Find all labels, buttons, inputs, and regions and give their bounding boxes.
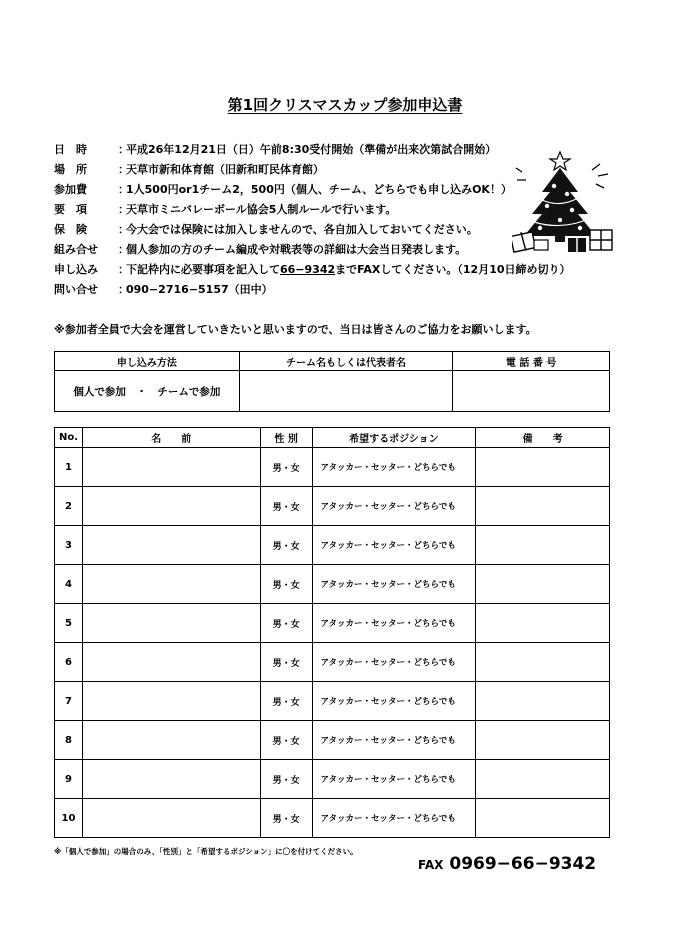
- team-name-field[interactable]: [239, 371, 453, 412]
- info-label: 要 項: [54, 203, 87, 216]
- gender-choice[interactable]: 男・女: [260, 682, 312, 721]
- info-row-place: 場 所 ： 天草市新和体育館（旧新和町民体育館）: [54, 160, 571, 180]
- info-row-contact: 問い合せ ： 090−2716−5157（田中）: [54, 280, 571, 300]
- row-number: 1: [55, 448, 83, 487]
- event-info: [54, 140, 571, 300]
- participant-notice: ※参加者全員で大会を運営していきたいと思いますので、当日は皆さんのご協力をお願いします。: [54, 323, 537, 336]
- gender-choice[interactable]: 男・女: [260, 643, 312, 682]
- header-gender: 性 別: [260, 428, 312, 448]
- info-row-rules: 要 項 ： 天草市ミニバレーボール協会5人制ルールで行います。: [54, 200, 571, 220]
- info-value: 090−2716−5157（田中）: [126, 283, 273, 296]
- header-remarks: 備 考: [476, 428, 610, 448]
- header-phone: 電 話 番 号: [453, 352, 610, 371]
- name-field[interactable]: [82, 721, 260, 760]
- position-choice[interactable]: アタッカー・セッター・どちらでも: [312, 721, 476, 760]
- info-label: 日 時: [54, 143, 87, 156]
- remarks-field[interactable]: [476, 799, 610, 838]
- name-field[interactable]: [82, 799, 260, 838]
- table-row: [55, 799, 610, 838]
- remarks-field[interactable]: [476, 643, 610, 682]
- fax-number-inline: 66−9342: [280, 263, 336, 276]
- info-row-insurance: 保 険 ： 今大会では保険には加入しませんので、各自加入しておいてください。: [54, 220, 571, 240]
- info-value: 平成26年12月21日（日）午前8:30受付開始（準備が出来次第試合開始）: [126, 143, 497, 156]
- position-choice[interactable]: アタッカー・セッター・どちらでも: [312, 487, 476, 526]
- info-value: 下記枠内に必要事項を記入して66−9342までFAXしてください。（12月10日締め切り）: [126, 263, 571, 276]
- info-row-date: 日 時 ： 平成26年12月21日（日）午前8:30受付開始（準備が出来次第試合開始）: [54, 140, 571, 160]
- table-row: [55, 604, 610, 643]
- phone-field[interactable]: [453, 371, 610, 412]
- members-table: [54, 427, 610, 838]
- table-row: [55, 721, 610, 760]
- position-choice[interactable]: アタッカー・セッター・どちらでも: [312, 526, 476, 565]
- remarks-field[interactable]: [476, 448, 610, 487]
- row-number: 4: [55, 565, 83, 604]
- fax-number: [418, 854, 596, 874]
- gender-choice[interactable]: 男・女: [260, 604, 312, 643]
- remarks-field[interactable]: [476, 487, 610, 526]
- remarks-field[interactable]: [476, 526, 610, 565]
- name-field[interactable]: [82, 526, 260, 565]
- name-field[interactable]: [82, 682, 260, 721]
- row-number: 2: [55, 487, 83, 526]
- row-number: 7: [55, 682, 83, 721]
- info-label: 組み合せ: [54, 243, 98, 256]
- row-number: 3: [55, 526, 83, 565]
- fax-label: FAX: [418, 858, 444, 872]
- row-number: 10: [55, 799, 83, 838]
- header-apply-method: 申し込み方法: [55, 352, 240, 371]
- position-choice[interactable]: アタッカー・セッター・どちらでも: [312, 760, 476, 799]
- info-value: 天草市ミニバレーボール協会5人制ルールで行います。: [126, 203, 397, 216]
- table-row: [55, 526, 610, 565]
- header-name: 名 前: [82, 428, 260, 448]
- row-number: 8: [55, 721, 83, 760]
- page-title: 第1回クリスマスカップ参加申込書: [227, 96, 463, 114]
- position-choice[interactable]: アタッカー・セッター・どちらでも: [312, 643, 476, 682]
- info-label: 申し込み: [54, 263, 98, 276]
- info-label: 場 所: [54, 163, 87, 176]
- table-row: [55, 760, 610, 799]
- header-position: 希望するポジション: [312, 428, 476, 448]
- info-row-pairing: 組み合せ ： 個人参加の方のチーム編成や対戦表等の詳細は大会当日発表します。: [54, 240, 571, 260]
- name-field[interactable]: [82, 604, 260, 643]
- header-no: No.: [55, 428, 83, 448]
- remarks-field[interactable]: [476, 721, 610, 760]
- info-label: 保 険: [54, 223, 87, 236]
- row-number: 6: [55, 643, 83, 682]
- position-choice[interactable]: アタッカー・セッター・どちらでも: [312, 682, 476, 721]
- info-value: 1人500円or1チーム2，500円（個人、チーム、どちらでも申し込みOK！）: [126, 183, 512, 196]
- position-choice[interactable]: アタッカー・セッター・どちらでも: [312, 799, 476, 838]
- table-row: [55, 682, 610, 721]
- position-choice[interactable]: アタッカー・セッター・どちらでも: [312, 448, 476, 487]
- row-number: 9: [55, 760, 83, 799]
- gender-choice[interactable]: 男・女: [260, 565, 312, 604]
- gender-choice[interactable]: 男・女: [260, 448, 312, 487]
- header-team-name: チーム名もしくは代表者名: [239, 352, 453, 371]
- position-choice[interactable]: アタッカー・セッター・どちらでも: [312, 604, 476, 643]
- table-row: [55, 565, 610, 604]
- gender-choice[interactable]: 男・女: [260, 760, 312, 799]
- gender-choice[interactable]: 男・女: [260, 487, 312, 526]
- info-value: 個人参加の方のチーム編成や対戦表等の詳細は大会当日発表します。: [126, 243, 467, 256]
- row-number: 5: [55, 604, 83, 643]
- info-label: 参加費: [54, 183, 87, 196]
- name-field[interactable]: [82, 760, 260, 799]
- info-value: 天草市新和体育館（旧新和町民体育館）: [126, 163, 324, 176]
- table-row: [55, 487, 610, 526]
- method-options[interactable]: 個人で参加 ・ チームで参加: [55, 371, 240, 412]
- footnote: ※「個人で参加」の場合のみ、「性別」と「希望するポジション」に〇を付けてください。: [54, 847, 358, 856]
- apply-method-table: [54, 351, 610, 412]
- gender-choice[interactable]: 男・女: [260, 721, 312, 760]
- name-field[interactable]: [82, 487, 260, 526]
- info-value: 今大会では保険には加入しませんので、各自加入しておいてください。: [126, 223, 478, 236]
- info-row-fee: 参加費 ： 1人500円or1チーム2，500円（個人、チーム、どちらでも申し込みOK！）: [54, 180, 571, 200]
- christmas-tree-with-presents-icon: [512, 150, 620, 255]
- info-row-apply: 申し込み ： 下記枠内に必要事項を記入して66−9342までFAXしてください。（12月10日締め切り）: [54, 260, 571, 280]
- position-choice[interactable]: アタッカー・セッター・どちらでも: [312, 565, 476, 604]
- info-label: 問い合せ: [54, 283, 98, 296]
- remarks-field[interactable]: [476, 760, 610, 799]
- name-field[interactable]: [82, 565, 260, 604]
- gender-choice[interactable]: 男・女: [260, 526, 312, 565]
- table-row: [55, 643, 610, 682]
- name-field[interactable]: [82, 643, 260, 682]
- table-row: [55, 448, 610, 487]
- remarks-field[interactable]: [476, 565, 610, 604]
- gender-choice[interactable]: 男・女: [260, 799, 312, 838]
- fax-value: 0969−66−9342: [449, 854, 597, 874]
- name-field[interactable]: [82, 448, 260, 487]
- remarks-field[interactable]: [476, 604, 610, 643]
- remarks-field[interactable]: [476, 682, 610, 721]
